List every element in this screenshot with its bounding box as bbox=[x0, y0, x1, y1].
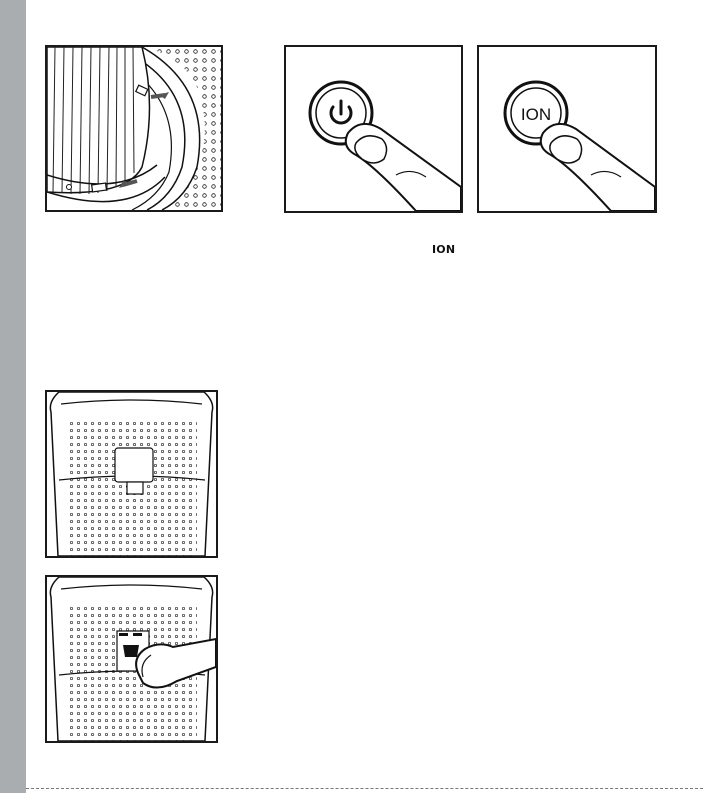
ion-button-icon bbox=[479, 47, 655, 211]
sensor-cleaning-swab-icon bbox=[47, 577, 216, 741]
sensor-cleaning-panel bbox=[45, 575, 218, 743]
filter-base-alignment-icon bbox=[47, 47, 221, 210]
page-bottom-rule bbox=[26, 788, 703, 790]
ion-button-label: ION bbox=[520, 105, 552, 124]
power-icon bbox=[286, 47, 461, 211]
filter-install-panel bbox=[45, 45, 223, 212]
sensor-cover-panel bbox=[45, 390, 218, 558]
ion-button-panel bbox=[477, 45, 657, 213]
power-button-panel bbox=[284, 45, 463, 213]
sensor-cover-icon bbox=[47, 392, 216, 556]
ion-caption: ION bbox=[432, 243, 456, 256]
page-side-tab bbox=[0, 0, 26, 793]
